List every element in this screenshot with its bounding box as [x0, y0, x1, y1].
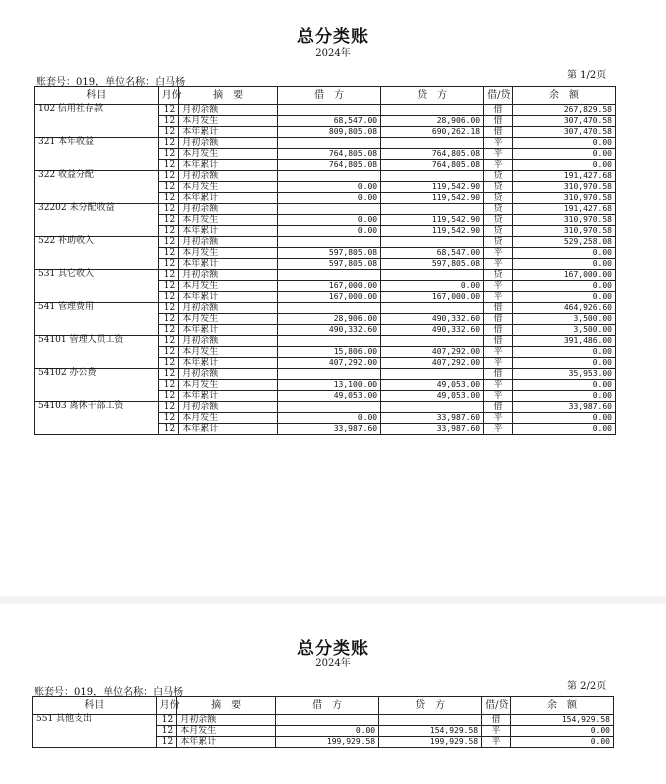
cell-month: 12: [156, 715, 177, 726]
header-debit: 借 方: [276, 697, 379, 715]
cell-direction: 借: [484, 303, 513, 314]
cell-month: 12: [158, 347, 179, 358]
cell-debit: 15,806.00: [278, 347, 381, 358]
cell-month: 12: [158, 380, 179, 391]
cell-month: 12: [156, 737, 177, 748]
cell-month: 12: [158, 171, 179, 182]
cell-summary: 本年累计: [179, 259, 278, 270]
cell-balance: 0.00: [512, 292, 615, 303]
ledger-body: [35, 105, 616, 435]
cell-month: 12: [158, 325, 179, 336]
page-title: 总分类账: [297, 639, 369, 659]
ledger-table: [34, 86, 616, 435]
cell-debit: 809,805.08: [278, 127, 381, 138]
cell-debit: [278, 303, 381, 314]
cell-balance: 191,427.68: [512, 204, 615, 215]
cell-balance: 310,970.58: [512, 215, 615, 226]
cell-balance: 529,258.08: [512, 237, 615, 248]
header-month: 月份: [156, 697, 177, 715]
cell-summary: 月初余额: [179, 204, 278, 215]
cell-balance: 464,926.60: [512, 303, 615, 314]
cell-credit: 119,542.90: [381, 215, 484, 226]
cell-debit: [278, 204, 381, 215]
cell-month: 12: [158, 237, 179, 248]
account-info: 账套号：019，单位名称：白马杨: [34, 687, 184, 698]
cell-credit: 68,547.00: [381, 248, 484, 259]
cell-balance: 0.00: [510, 726, 613, 737]
page-title: 总分类账: [297, 27, 369, 47]
cell-credit: 33,987.60: [381, 413, 484, 424]
cell-credit: 28,906.00: [381, 116, 484, 127]
cell-balance: 3,500.00: [512, 325, 615, 336]
cell-debit: 597,805.08: [278, 248, 381, 259]
cell-balance: 191,427.68: [512, 171, 615, 182]
cell-direction: 平: [484, 424, 513, 435]
cell-credit: 407,292.00: [381, 347, 484, 358]
cell-month: 12: [158, 424, 179, 435]
cell-subject: 54101 管理人员工资: [35, 336, 159, 369]
cell-direction: 平: [484, 347, 513, 358]
header-month: 月份: [158, 87, 179, 105]
table-row: [35, 138, 616, 149]
header-subject: 科目: [35, 87, 159, 105]
cell-summary: 月初余额: [179, 237, 278, 248]
cell-debit: 68,547.00: [278, 116, 381, 127]
cell-summary: 本月发生: [179, 380, 278, 391]
cell-summary: 本月发生: [179, 347, 278, 358]
cell-month: 12: [158, 160, 179, 171]
cell-direction: 贷: [484, 171, 513, 182]
cell-month: 12: [158, 204, 179, 215]
cell-month: 12: [158, 281, 179, 292]
cell-credit: 764,805.08: [381, 160, 484, 171]
cell-direction: 贷: [484, 237, 513, 248]
cell-balance: 3,500.00: [512, 314, 615, 325]
cell-month: 12: [158, 402, 179, 413]
cell-month: 12: [158, 391, 179, 402]
header-debit: 借 方: [278, 87, 381, 105]
cell-debit: 0.00: [278, 215, 381, 226]
cell-month: 12: [158, 193, 179, 204]
cell-month: 12: [158, 259, 179, 270]
cell-balance: 0.00: [512, 259, 615, 270]
cell-direction: 借: [484, 116, 513, 127]
cell-debit: 490,332.60: [278, 325, 381, 336]
table-row: [35, 270, 616, 281]
cell-balance: 310,970.58: [512, 182, 615, 193]
cell-credit: 49,053.00: [381, 380, 484, 391]
cell-balance: 307,470.58: [512, 127, 615, 138]
cell-summary: 本年累计: [177, 737, 276, 748]
ledger-page-2: [0, 604, 666, 784]
cell-direction: 平: [484, 160, 513, 171]
cell-subject: 321 本年收益: [35, 138, 159, 171]
cell-debit: [278, 270, 381, 281]
cell-balance: 0.00: [510, 737, 613, 748]
cell-debit: [278, 105, 381, 116]
cell-balance: 0.00: [512, 149, 615, 160]
cell-direction: 平: [484, 413, 513, 424]
cell-summary: 月初余额: [177, 715, 276, 726]
table-row: [35, 336, 616, 347]
cell-credit: 199,929.58: [379, 737, 482, 748]
cell-month: 12: [158, 116, 179, 127]
cell-credit: 407,292.00: [381, 358, 484, 369]
cell-summary: 月初余额: [179, 402, 278, 413]
cell-summary: 本年累计: [179, 193, 278, 204]
cell-summary: 本月发生: [179, 116, 278, 127]
cell-summary: 本月发生: [179, 413, 278, 424]
table-row: [33, 715, 614, 726]
cell-subject: 541 管理费用: [35, 303, 159, 336]
cell-month: 12: [158, 336, 179, 347]
cell-month: 12: [158, 270, 179, 281]
cell-debit: [278, 237, 381, 248]
cell-month: 12: [158, 292, 179, 303]
cell-subject: 531 其它收入: [35, 270, 159, 303]
cell-summary: 月初余额: [179, 138, 278, 149]
cell-direction: 平: [484, 358, 513, 369]
cell-direction: 贷: [484, 226, 513, 237]
cell-summary: 月初余额: [179, 105, 278, 116]
cell-balance: 0.00: [512, 281, 615, 292]
cell-direction: 贷: [484, 204, 513, 215]
cell-balance: 35,953.00: [512, 369, 615, 380]
cell-debit: 764,805.08: [278, 160, 381, 171]
cell-month: 12: [156, 726, 177, 737]
cell-month: 12: [158, 105, 179, 116]
header-subject: 科目: [33, 697, 157, 715]
cell-credit: [381, 138, 484, 149]
cell-summary: 本年累计: [179, 127, 278, 138]
cell-credit: 119,542.90: [381, 182, 484, 193]
cell-summary: 本月发生: [179, 215, 278, 226]
cell-direction: 借: [484, 127, 513, 138]
cell-credit: 49,053.00: [381, 391, 484, 402]
cell-credit: [381, 336, 484, 347]
header-balance: 余 额: [512, 87, 615, 105]
cell-credit: 167,000.00: [381, 292, 484, 303]
cell-balance: 0.00: [512, 358, 615, 369]
cell-balance: 0.00: [512, 160, 615, 171]
cell-balance: 0.00: [512, 138, 615, 149]
cell-summary: 本年累计: [179, 292, 278, 303]
cell-debit: 49,053.00: [278, 391, 381, 402]
cell-balance: 0.00: [512, 391, 615, 402]
cell-direction: 平: [482, 737, 511, 748]
cell-credit: 690,262.18: [381, 127, 484, 138]
cell-credit: 33,987.60: [381, 424, 484, 435]
cell-balance: 33,987.60: [512, 402, 615, 413]
cell-month: 12: [158, 358, 179, 369]
cell-direction: 借: [484, 336, 513, 347]
cell-direction: 平: [482, 726, 511, 737]
table-row: [35, 237, 616, 248]
cell-month: 12: [158, 226, 179, 237]
cell-direction: 平: [484, 149, 513, 160]
cell-credit: [381, 204, 484, 215]
page-number: 第 1/2页: [567, 70, 607, 81]
cell-debit: [278, 138, 381, 149]
cell-subject: 102 信用社存款: [35, 105, 159, 138]
cell-credit: [379, 715, 482, 726]
cell-debit: 167,000.00: [278, 292, 381, 303]
cell-credit: [381, 237, 484, 248]
cell-balance: 0.00: [512, 248, 615, 259]
cell-direction: 贷: [484, 193, 513, 204]
cell-subject: 54103 离休干部工资: [35, 402, 159, 435]
cell-debit: [278, 171, 381, 182]
cell-direction: 借: [482, 715, 511, 726]
table-row: [35, 303, 616, 314]
cell-debit: 0.00: [278, 226, 381, 237]
ledger-table: [32, 696, 614, 748]
cell-subject: 551 其他支出: [33, 715, 157, 748]
cell-direction: 借: [484, 402, 513, 413]
header-credit: 贷 方: [381, 87, 484, 105]
cell-credit: [381, 303, 484, 314]
cell-credit: 154,929.58: [379, 726, 482, 737]
cell-direction: 平: [484, 292, 513, 303]
cell-direction: 平: [484, 138, 513, 149]
cell-direction: 借: [484, 314, 513, 325]
cell-summary: 本月发生: [179, 281, 278, 292]
cell-balance: 391,486.00: [512, 336, 615, 347]
cell-credit: [381, 369, 484, 380]
cell-month: 12: [158, 369, 179, 380]
cell-month: 12: [158, 149, 179, 160]
header-direction: 借/贷: [482, 697, 511, 715]
ledger-body: [33, 715, 614, 748]
cell-credit: [381, 402, 484, 413]
cell-summary: 本月发生: [179, 182, 278, 193]
cell-debit: [278, 369, 381, 380]
cell-direction: 平: [484, 281, 513, 292]
cell-debit: [278, 336, 381, 347]
cell-debit: 407,292.00: [278, 358, 381, 369]
cell-subject: 522 补助收入: [35, 237, 159, 270]
cell-debit: 199,929.58: [276, 737, 379, 748]
cell-balance: 307,470.58: [512, 116, 615, 127]
cell-direction: 贷: [484, 182, 513, 193]
cell-summary: 本月发生: [179, 149, 278, 160]
cell-balance: 0.00: [512, 347, 615, 358]
cell-credit: 490,332.60: [381, 325, 484, 336]
cell-balance: 0.00: [512, 424, 615, 435]
cell-summary: 月初余额: [179, 369, 278, 380]
cell-summary: 月初余额: [179, 336, 278, 347]
cell-month: 12: [158, 314, 179, 325]
cell-debit: 764,805.08: [278, 149, 381, 160]
cell-debit: 28,906.00: [278, 314, 381, 325]
cell-debit: 0.00: [278, 182, 381, 193]
table-row: [35, 171, 616, 182]
cell-summary: 本年累计: [179, 424, 278, 435]
cell-summary: 本月发生: [179, 314, 278, 325]
cell-direction: 借: [484, 105, 513, 116]
cell-month: 12: [158, 215, 179, 226]
cell-summary: 本年累计: [179, 325, 278, 336]
cell-balance: 0.00: [512, 380, 615, 391]
cell-subject: 322 收益分配: [35, 171, 159, 204]
cell-balance: 310,970.58: [512, 226, 615, 237]
cell-direction: 平: [484, 380, 513, 391]
cell-summary: 月初余额: [179, 270, 278, 281]
header-summary: 摘 要: [177, 697, 276, 715]
cell-month: 12: [158, 413, 179, 424]
cell-subject: 32202 未分配收益: [35, 204, 159, 237]
cell-balance: 0.00: [512, 413, 615, 424]
cell-debit: [278, 402, 381, 413]
cell-debit: 13,100.00: [278, 380, 381, 391]
cell-debit: [276, 715, 379, 726]
table-row: [35, 402, 616, 413]
cell-direction: 借: [484, 325, 513, 336]
cell-summary: 本年累计: [179, 160, 278, 171]
cell-subject: 54102 办公费: [35, 369, 159, 402]
cell-summary: 月初余额: [179, 303, 278, 314]
header-summary: 摘 要: [179, 87, 278, 105]
cell-month: 12: [158, 248, 179, 259]
table-row: [35, 204, 616, 215]
cell-debit: 0.00: [278, 193, 381, 204]
table-row: [35, 369, 616, 380]
header-credit: 贷 方: [379, 697, 482, 715]
cell-direction: 贷: [484, 270, 513, 281]
cell-summary: 本年累计: [179, 358, 278, 369]
cell-summary: 本年累计: [179, 226, 278, 237]
page-number: 第 2/2页: [567, 681, 607, 692]
cell-month: 12: [158, 127, 179, 138]
table-header-row: [33, 697, 614, 715]
cell-credit: [381, 105, 484, 116]
cell-credit: 0.00: [381, 281, 484, 292]
cell-credit: 119,542.90: [381, 193, 484, 204]
cell-debit: 0.00: [276, 726, 379, 737]
cell-debit: 0.00: [278, 413, 381, 424]
cell-summary: 月初余额: [179, 171, 278, 182]
table-row: [35, 105, 616, 116]
cell-balance: 310,970.58: [512, 193, 615, 204]
cell-direction: 贷: [484, 215, 513, 226]
header-balance: 余 额: [510, 697, 613, 715]
header-direction: 借/贷: [484, 87, 513, 105]
cell-direction: 平: [484, 248, 513, 259]
cell-month: 12: [158, 182, 179, 193]
cell-summary: 本年累计: [179, 391, 278, 402]
cell-month: 12: [158, 138, 179, 149]
cell-direction: 平: [484, 259, 513, 270]
cell-credit: [381, 270, 484, 281]
cell-month: 12: [158, 303, 179, 314]
table-header-row: [35, 87, 616, 105]
cell-debit: 167,000.00: [278, 281, 381, 292]
cell-direction: 平: [484, 391, 513, 402]
cell-balance: 167,000.00: [512, 270, 615, 281]
cell-credit: 490,332.60: [381, 314, 484, 325]
cell-direction: 借: [484, 369, 513, 380]
cell-debit: 597,805.08: [278, 259, 381, 270]
cell-credit: 119,542.90: [381, 226, 484, 237]
page-year: 2024年: [315, 48, 351, 59]
cell-balance: 267,829.58: [512, 105, 615, 116]
cell-credit: 597,805.08: [381, 259, 484, 270]
cell-balance: 154,929.58: [510, 715, 613, 726]
page-year: 2024年: [315, 658, 351, 669]
cell-summary: 本月发生: [179, 248, 278, 259]
account-info: 账套号：019，单位名称：白马杨: [36, 77, 186, 88]
cell-summary: 本月发生: [177, 726, 276, 737]
cell-credit: 764,805.08: [381, 149, 484, 160]
cell-debit: 33,987.60: [278, 424, 381, 435]
cell-credit: [381, 171, 484, 182]
